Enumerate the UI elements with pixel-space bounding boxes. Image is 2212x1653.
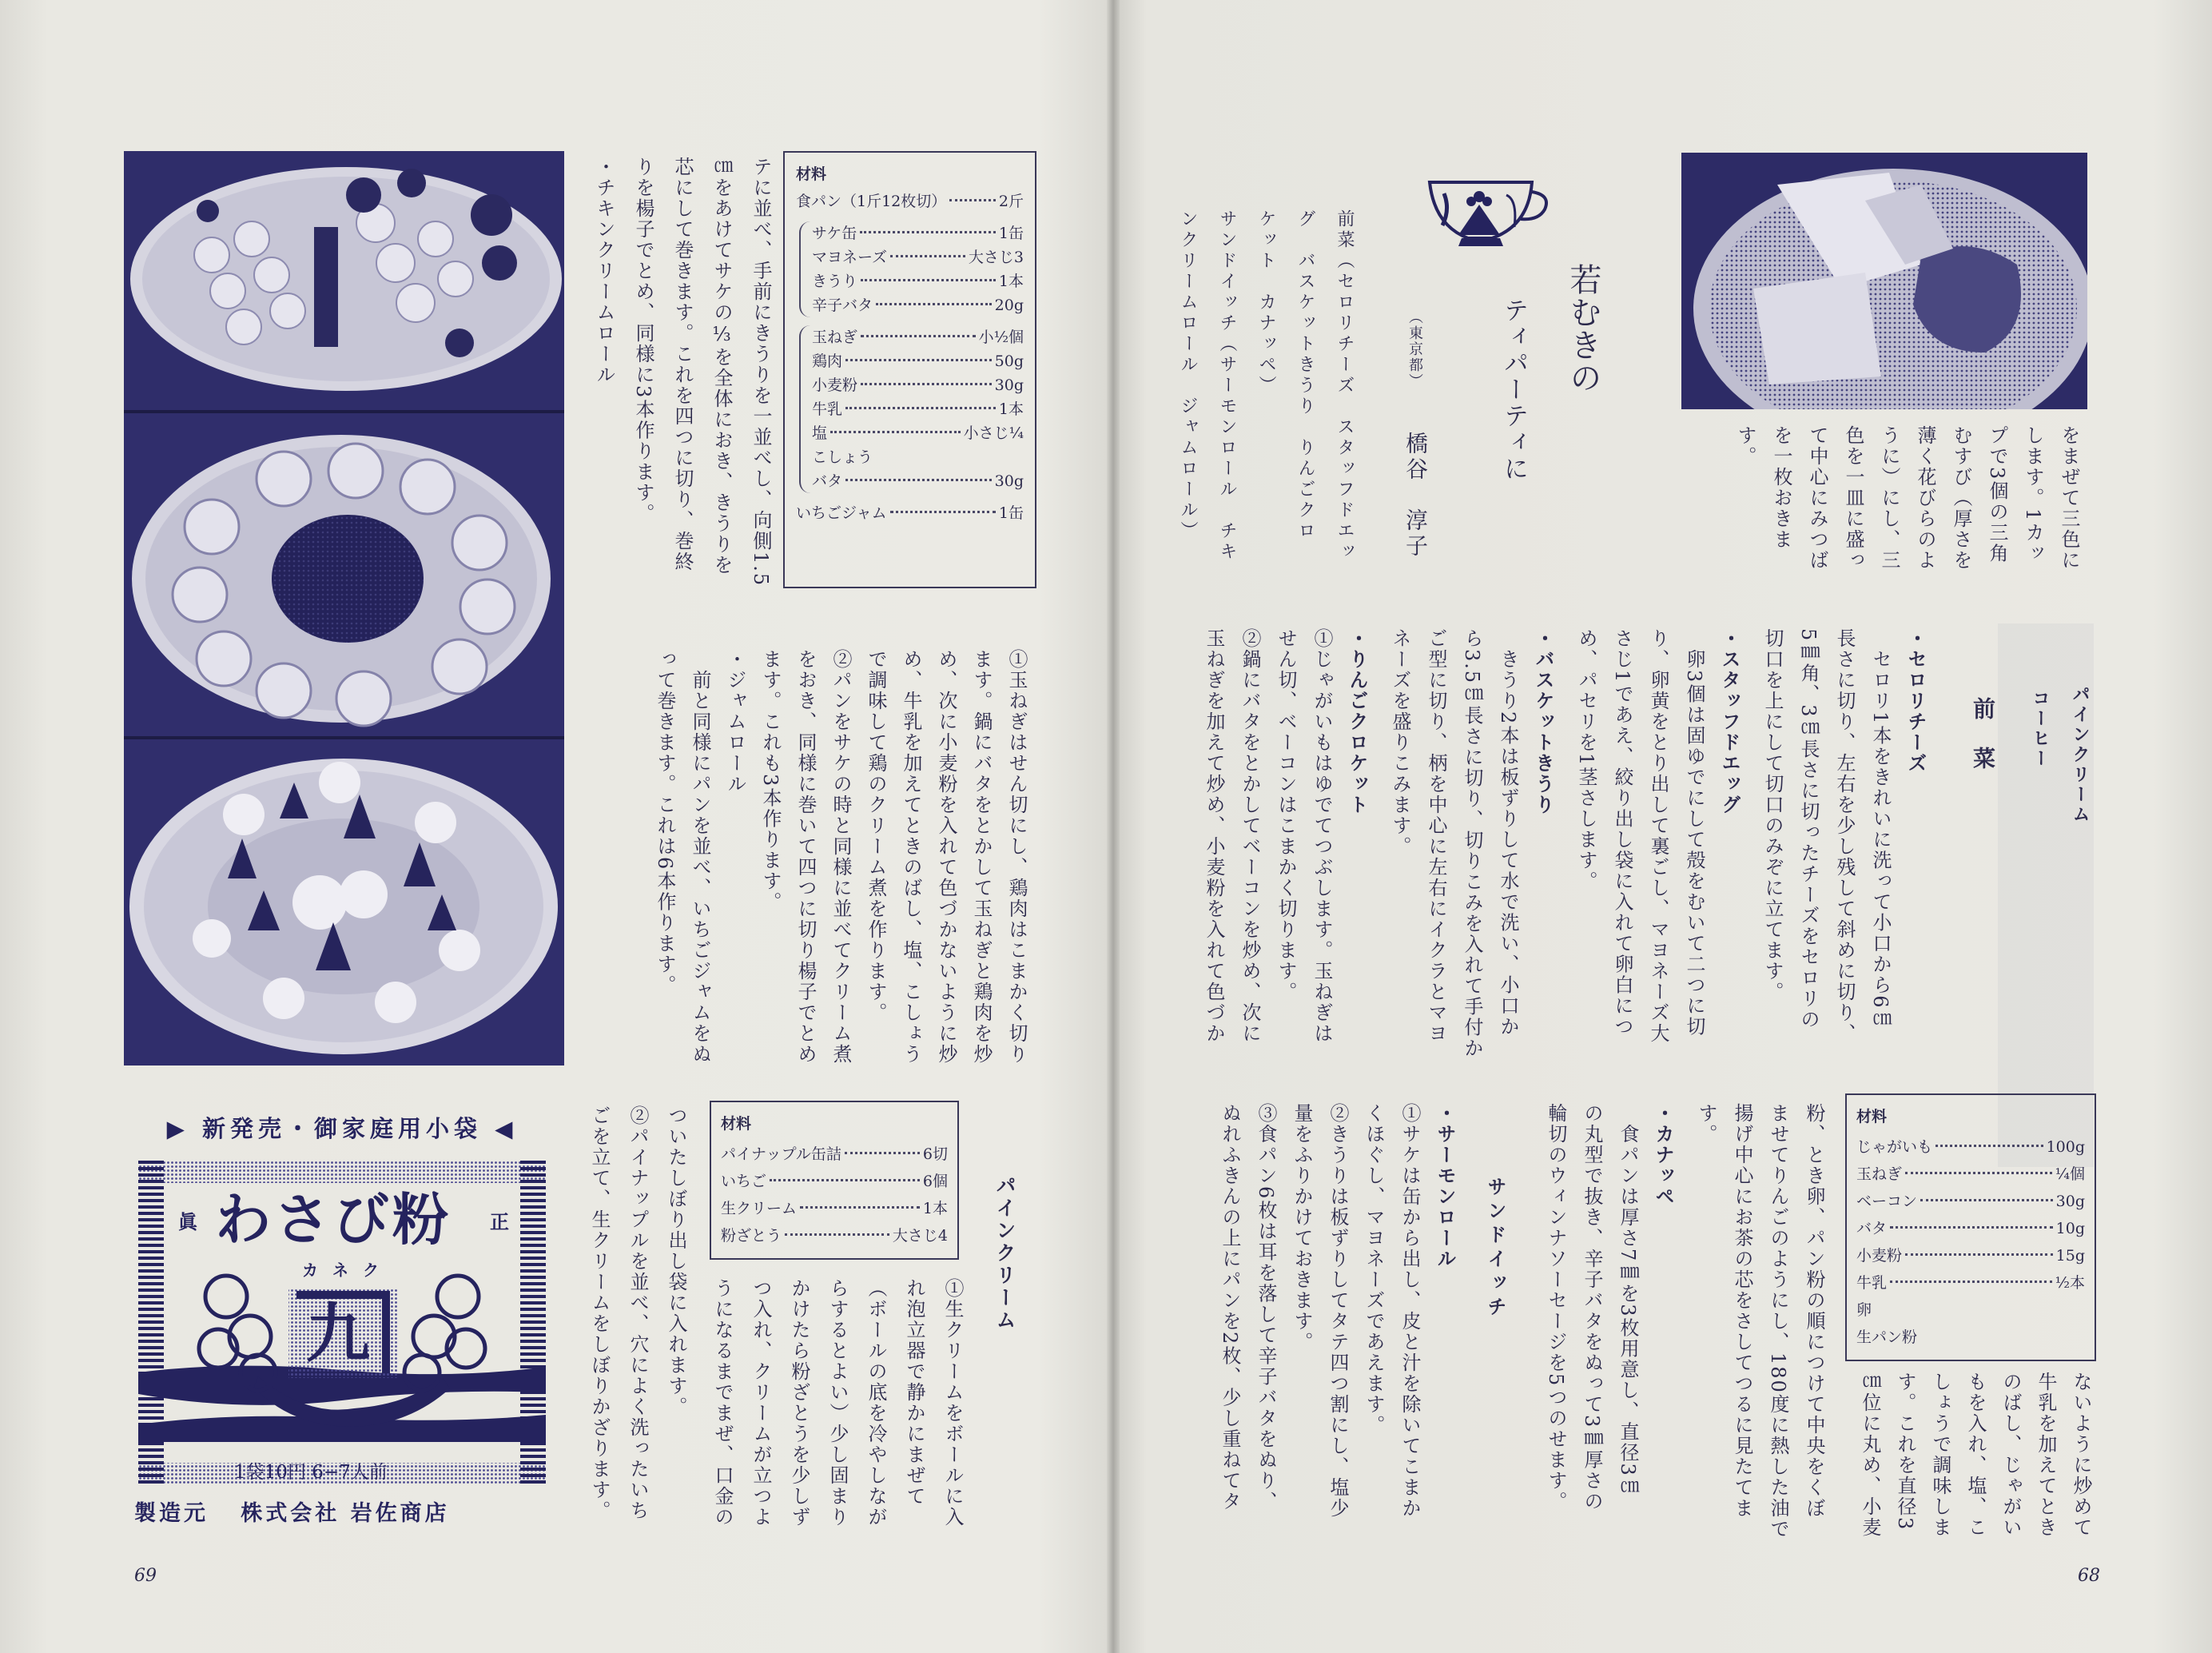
text-column: テに並べ、手前にきうりを一並べし、向側1.5 xyxy=(750,157,772,588)
text-column: 粉、とき卵、パン粉の順につけて中央をくぼ xyxy=(1803,1103,1825,1519)
leader-dots xyxy=(1905,1253,2053,1256)
material-row xyxy=(1856,1188,2085,1215)
ad-product-label xyxy=(138,1161,546,1485)
material-name: 小麦粉 xyxy=(812,376,858,394)
material-name: 生パン粉 xyxy=(1856,1328,1918,1346)
material-row xyxy=(721,1168,948,1195)
material-name: バタ xyxy=(812,472,843,490)
text-column: ・ジャムロール xyxy=(724,649,746,795)
subsection-heading: ・スタッフドエッグ xyxy=(1718,628,1741,815)
material-row xyxy=(1856,1215,2085,1242)
material-row xyxy=(812,293,1024,317)
text-column: ②パンをサケの時と同様に並べてクリーム煮 xyxy=(830,649,852,1065)
text-column: 揚げ中心にお茶の芯をさしてつるに見たてま xyxy=(1731,1103,1753,1519)
leader-dots xyxy=(1890,1281,2052,1283)
text-column: って巻きます。これは6本作ります。 xyxy=(654,649,676,996)
text-column: ンクリームロール ジャムロール） xyxy=(1178,209,1198,542)
material-amount: ¼個 xyxy=(2055,1165,2085,1183)
text-column: す。 xyxy=(1734,425,1756,467)
text-column: ①生クリームをボールに入 xyxy=(941,1278,964,1528)
subsection-heading: ・セロリチーズ xyxy=(1904,628,1928,774)
materials-title: 材料 xyxy=(721,1115,752,1133)
materials-box-pine-cream xyxy=(710,1101,959,1260)
text-column: 量をふりかけておきます。 xyxy=(1291,1103,1313,1352)
leader-dots xyxy=(770,1179,920,1181)
text-column: ます。鍋にバタをとかして玉ねぎと鶏肉を炒 xyxy=(970,649,993,1065)
text-column: れ泡立器で静かにまぜて xyxy=(903,1278,925,1507)
material-amount: 1本 xyxy=(998,273,1024,290)
material-row xyxy=(1856,1297,2085,1324)
text-column: 前菜（セロリチーズ スタッフドエッ xyxy=(1335,209,1355,563)
section-heading: サンドイッチ xyxy=(1484,1177,1507,1320)
ad-brand-logo: 九 xyxy=(306,1296,370,1371)
material-amount: 1本 xyxy=(998,400,1024,418)
leader-dots xyxy=(800,1206,920,1209)
text-column: 色を一皿に盛っ xyxy=(1842,425,1864,571)
leader-dots xyxy=(890,255,965,257)
material-name: いちごジャム xyxy=(796,504,887,522)
material-amount: 15g xyxy=(2055,1247,2085,1265)
text-column: ①玉ねぎはせん切にし、鶏肉はこまかく切り xyxy=(1005,649,1028,1065)
material-amount: 1缶 xyxy=(998,225,1024,242)
menu-tail-pine-cream: パインクリーム xyxy=(2070,685,2091,825)
text-column: で調味して鶏のクリーム煮を作ります。 xyxy=(865,649,887,1023)
material-row xyxy=(812,349,1024,373)
material-amount: 30g xyxy=(994,472,1024,490)
text-column: ①じゃがいもはゆでてつぶします。玉ねぎは xyxy=(1311,628,1333,1044)
leader-dots xyxy=(890,511,996,513)
text-column: め、パセリを1茎さします。 xyxy=(1575,628,1597,892)
text-column: て中心にみつば xyxy=(1806,425,1828,571)
author-name: 橋谷 淳子 xyxy=(1402,432,1429,560)
material-row xyxy=(1856,1242,2085,1269)
material-name: きうり xyxy=(812,273,858,290)
material-amount: 小½個 xyxy=(978,329,1024,346)
subsection-heading: ・カナッペ xyxy=(1652,1103,1675,1207)
material-name: マヨネーズ xyxy=(812,249,888,266)
material-name: 食パン（1斤12枚切） xyxy=(796,193,947,210)
text-column: をまぜて三色に xyxy=(2058,425,2080,571)
text-column: します。1カッ xyxy=(2022,425,2044,564)
menu-tail-coffee: コーヒー xyxy=(2030,689,2051,769)
material-name: 生クリーム xyxy=(721,1200,798,1217)
article-title-line1: 若むきの xyxy=(1565,263,1601,394)
material-name: 玉ねぎ xyxy=(1856,1165,1903,1183)
text-column: 前と同様にパンを並べ、いちごジャムをぬ xyxy=(689,649,711,1065)
material-row xyxy=(812,445,1024,469)
text-column: 長さに切り、左右を少し残して斜めに切り、 xyxy=(1833,628,1856,1044)
material-name: 塩 xyxy=(812,424,828,442)
material-amount: 20g xyxy=(994,297,1024,314)
text-column: 切口を上にして切口のみぞに立てます。 xyxy=(1761,628,1784,1002)
text-column: かけたら粉ざとうを少しず xyxy=(788,1278,810,1528)
material-row xyxy=(812,373,1024,397)
leader-dots xyxy=(1936,1145,2043,1147)
text-column: 5㎜角、3㎝長さに切ったチーズをセロリの xyxy=(1797,628,1820,1030)
material-amount: 100g xyxy=(2046,1138,2085,1156)
material-name: じゃがいも xyxy=(1856,1138,1933,1156)
text-column: ③食パン6枚は耳を落して辛子バタをぬり、 xyxy=(1255,1103,1277,1512)
material-row xyxy=(796,189,1024,213)
leader-dots xyxy=(1920,1199,2053,1201)
material-name: パイナップル缶詰 xyxy=(721,1145,841,1163)
text-column: むすび（厚さを xyxy=(1950,425,1972,571)
text-column: をおき、同様に巻いて四つに切り楊子でとめ xyxy=(794,649,817,1065)
material-name: 小麦粉 xyxy=(1856,1247,1903,1265)
author-prefecture: （東京都） xyxy=(1406,309,1423,389)
material-name: 粉ざとう xyxy=(721,1227,782,1245)
subsection-heading: ・りんごクロケット xyxy=(1346,628,1369,815)
text-column: を一枚おきま xyxy=(1770,425,1792,550)
text-column: め、牛乳を加えてときのばし、塩、こしょう xyxy=(900,649,922,1065)
leader-dots xyxy=(949,199,996,201)
text-column: ・チキンクリームロール xyxy=(593,157,615,385)
text-column: 食パンは厚さ7㎜を3枚用意し、直径3㎝ xyxy=(1617,1103,1639,1498)
material-amount: 50g xyxy=(994,353,1024,370)
material-name: 牛乳 xyxy=(1856,1274,1888,1292)
leader-dots xyxy=(845,359,992,361)
text-column: もを入れ、塩、こ xyxy=(1964,1372,1987,1538)
material-name: こしょう xyxy=(812,448,873,466)
text-column: ②きうりは板ずりしてタテ四つ割にし、塩少 xyxy=(1327,1103,1349,1519)
text-column: （ボールの底を冷やしなが xyxy=(865,1278,887,1528)
text-column: め、次に小麦粉を入れて色づかないように炒 xyxy=(935,649,957,1065)
text-column: ②パイナップルを並べ、穴によく洗ったいち xyxy=(627,1105,649,1521)
text-column: 芯にして巻きます。これを四つに切り、巻終 xyxy=(671,157,694,572)
text-column: 輪切のウィンナソーセージを5つのせます。 xyxy=(1545,1103,1567,1512)
pine-cream-heading: パインクリーム xyxy=(993,1175,1016,1332)
material-row xyxy=(1856,1324,2085,1351)
text-column: ないように炒めて xyxy=(2070,1372,2092,1538)
text-column: らするとよい）少し固まり xyxy=(826,1278,849,1528)
text-column: くほぐし、マヨネーズであえます。 xyxy=(1363,1103,1385,1436)
material-row xyxy=(812,221,1024,245)
text-column: きうり2本は板ずりして水で洗い、小口か xyxy=(1497,628,1519,1038)
material-name: 玉ねぎ xyxy=(812,329,858,346)
material-amount: 30g xyxy=(994,376,1024,394)
left-upper-text xyxy=(584,157,780,587)
text-column: す。 xyxy=(1695,1103,1717,1145)
material-row xyxy=(721,1141,948,1168)
material-row xyxy=(1856,1133,2085,1161)
text-column: りを楊子でとめ、同様に3本作ります。 xyxy=(632,157,654,524)
subsection-heading: ・バスケットきうり xyxy=(1532,628,1555,815)
text-column: の丸型で抜き、辛子バタをぬって3㎜厚さの xyxy=(1581,1103,1603,1512)
leader-dots xyxy=(845,1152,920,1154)
ad-maker-label: 製造元 xyxy=(134,1501,209,1526)
material-row xyxy=(1856,1269,2085,1297)
ad-headline: ▶ 新発売・御家庭用小袋 ◀ xyxy=(166,1115,518,1142)
material-name: いちご xyxy=(721,1173,767,1190)
text-column: セロリ1本をきれいに洗って小口から6㎝ xyxy=(1869,628,1892,1030)
book-gutter xyxy=(1107,0,1120,1653)
materials-title: 材料 xyxy=(796,165,827,183)
text-column: さじ1であえ、絞り出し袋に入れて卵白につ xyxy=(1611,628,1633,1038)
material-name: 卵 xyxy=(1856,1301,1872,1319)
text-column: 薄く花びらのよ xyxy=(1914,425,1936,571)
ad-product-name: わさび粉 xyxy=(215,1186,452,1253)
pine-cream-text-short xyxy=(703,1278,972,1528)
text-column: せん切、ベーコンはこまかく切ります。 xyxy=(1275,628,1297,1002)
text-column: り、卵黄をとり出して裏ごし、マヨネーズ大 xyxy=(1647,628,1669,1044)
material-amount: 大さじ4 xyxy=(892,1227,948,1245)
right-lower-short-text xyxy=(1852,1372,2099,1538)
material-name: 鶏肉 xyxy=(812,353,843,370)
leader-dots xyxy=(861,279,996,281)
right-middle-text xyxy=(1196,628,1940,1058)
material-amount: ½本 xyxy=(2055,1274,2085,1292)
right-lower-long-text xyxy=(1211,1103,1832,1539)
material-name: ベーコン xyxy=(1856,1193,1918,1210)
text-column: ごを立て、生クリームをしぼりかざります。 xyxy=(588,1105,611,1521)
leader-dots xyxy=(861,335,976,337)
material-amount: 6切 xyxy=(922,1145,948,1163)
teacup-illustration xyxy=(1426,177,1554,249)
leader-dots xyxy=(845,407,996,409)
material-amount: 小さじ¼ xyxy=(963,424,1024,442)
materials-box-sandwich xyxy=(783,151,1036,588)
text-column: プで3個の三角 xyxy=(1986,425,2008,564)
material-group-salmon xyxy=(799,221,1024,317)
ad-maker-line xyxy=(134,1500,550,1528)
material-row xyxy=(721,1195,948,1222)
materials-title: 材料 xyxy=(1856,1108,1888,1125)
text-column: しょうで調味しま xyxy=(1929,1372,1951,1538)
photo-sandwich-plates xyxy=(124,151,564,1065)
text-column: グ バスケットきうり りんごクロ xyxy=(1295,209,1315,542)
text-column: ②鍋にバタをとかしてベーコンを炒め、次に xyxy=(1239,628,1261,1044)
leader-dots xyxy=(830,431,961,433)
material-name: バタ xyxy=(1856,1220,1888,1237)
text-column: ①サケは缶から出し、皮と汁を除いてこまか xyxy=(1398,1103,1421,1519)
text-column: のばし、じゃがい xyxy=(1999,1372,2022,1538)
material-amount: 1缶 xyxy=(998,504,1024,522)
material-group-chicken xyxy=(799,325,1024,493)
text-column: うに）にし、三 xyxy=(1878,425,1900,571)
material-row xyxy=(812,325,1024,349)
text-column: 卵3個は固ゆでにして殻をむいて二つに切 xyxy=(1683,628,1705,1038)
page-number-right: 68 xyxy=(2078,1566,2100,1586)
text-column: つ入れ、クリームが立つよ xyxy=(750,1278,772,1528)
material-row xyxy=(1856,1161,2085,1188)
text-column: ぬれふきんの上にパンを2枚、少し重ねてタ xyxy=(1219,1103,1241,1512)
material-row xyxy=(796,501,1024,525)
text-column: ケット カナッペ） xyxy=(1256,209,1276,396)
text-column: ㎝をあけてサケの⅓を全体におき、きうりを xyxy=(710,157,733,576)
material-amount: 30g xyxy=(2055,1193,2085,1210)
section-appetizer-heading: 前 菜 xyxy=(1970,697,1996,771)
text-column: ご型に切り、柄を中心に左右にイクラとマヨ xyxy=(1425,628,1447,1044)
text-column: ネーズを盛りこみます。 xyxy=(1389,628,1411,857)
ad-maker-name: 株式会社 岩佐商店 xyxy=(241,1501,450,1526)
material-name: 牛乳 xyxy=(812,400,843,418)
material-amount: 大さじ3 xyxy=(968,249,1024,266)
material-row xyxy=(812,397,1024,421)
materials-box-croquette xyxy=(1845,1093,2096,1361)
photo-flower-rice-balls xyxy=(1681,153,2087,409)
right-top-text xyxy=(1727,425,2087,571)
leader-dots xyxy=(1890,1226,2053,1229)
text-column: うになるまでまぜ、口金の xyxy=(711,1278,734,1528)
pine-cream-text-long xyxy=(580,1105,695,1521)
leader-dots xyxy=(845,479,992,481)
material-amount: 10g xyxy=(2055,1220,2085,1237)
text-column: ら3.5㎝長さに切り、切りこみを入れて手付か xyxy=(1461,628,1483,1059)
material-list xyxy=(721,1141,948,1249)
text-column: 玉ねぎを加えて炒め、小麦粉を入れて色づか xyxy=(1203,628,1225,1044)
food-photo-stack xyxy=(124,151,564,1065)
ad-brand-reading: カネク xyxy=(302,1261,393,1280)
leader-dots xyxy=(860,231,996,233)
article-title-line2: ティパーティに xyxy=(1499,297,1528,482)
ad-mark-left: 眞 xyxy=(178,1210,197,1233)
text-column: 牛乳を加えてとき xyxy=(2035,1372,2057,1538)
ad-price: 1袋10円 6−7人前 xyxy=(234,1462,388,1483)
material-list xyxy=(1856,1133,2085,1351)
material-amount: 6個 xyxy=(922,1173,948,1190)
material-amount: 1本 xyxy=(922,1200,948,1217)
text-column: ませてりんごのようにし、180度に熱した油で xyxy=(1767,1103,1789,1539)
text-column: ついたしぼり出し袋に入れます。 xyxy=(665,1105,687,1417)
material-row xyxy=(812,245,1024,269)
material-row xyxy=(812,469,1024,493)
text-column: す。これを直径3 xyxy=(1894,1372,1916,1532)
text-column: ます。これも3本作ります。 xyxy=(759,649,782,913)
wasabi-powder-advertisement xyxy=(134,1108,550,1532)
page-number-left: 69 xyxy=(134,1566,157,1586)
material-name: 辛子バタ xyxy=(812,297,873,314)
leader-dots xyxy=(785,1233,889,1236)
material-row xyxy=(721,1222,948,1249)
material-row xyxy=(812,269,1024,293)
ad-mark-right: 正 xyxy=(490,1210,509,1233)
material-name: サケ缶 xyxy=(812,225,857,242)
text-column: ㎝位に丸め、小麦 xyxy=(1859,1372,1881,1538)
menu-list xyxy=(1168,209,1364,563)
material-row xyxy=(812,421,1024,445)
text-column: サンドイッチ（サーモンロール チキ xyxy=(1217,209,1237,563)
leader-dots xyxy=(1905,1172,2052,1174)
left-lower-text xyxy=(647,649,1034,1065)
leader-dots xyxy=(876,303,992,305)
subsection-heading: ・サーモンロール xyxy=(1434,1103,1457,1269)
leader-dots xyxy=(861,383,992,385)
rice-ball-photo xyxy=(1681,153,2087,409)
material-amount: 2斤 xyxy=(998,193,1024,210)
